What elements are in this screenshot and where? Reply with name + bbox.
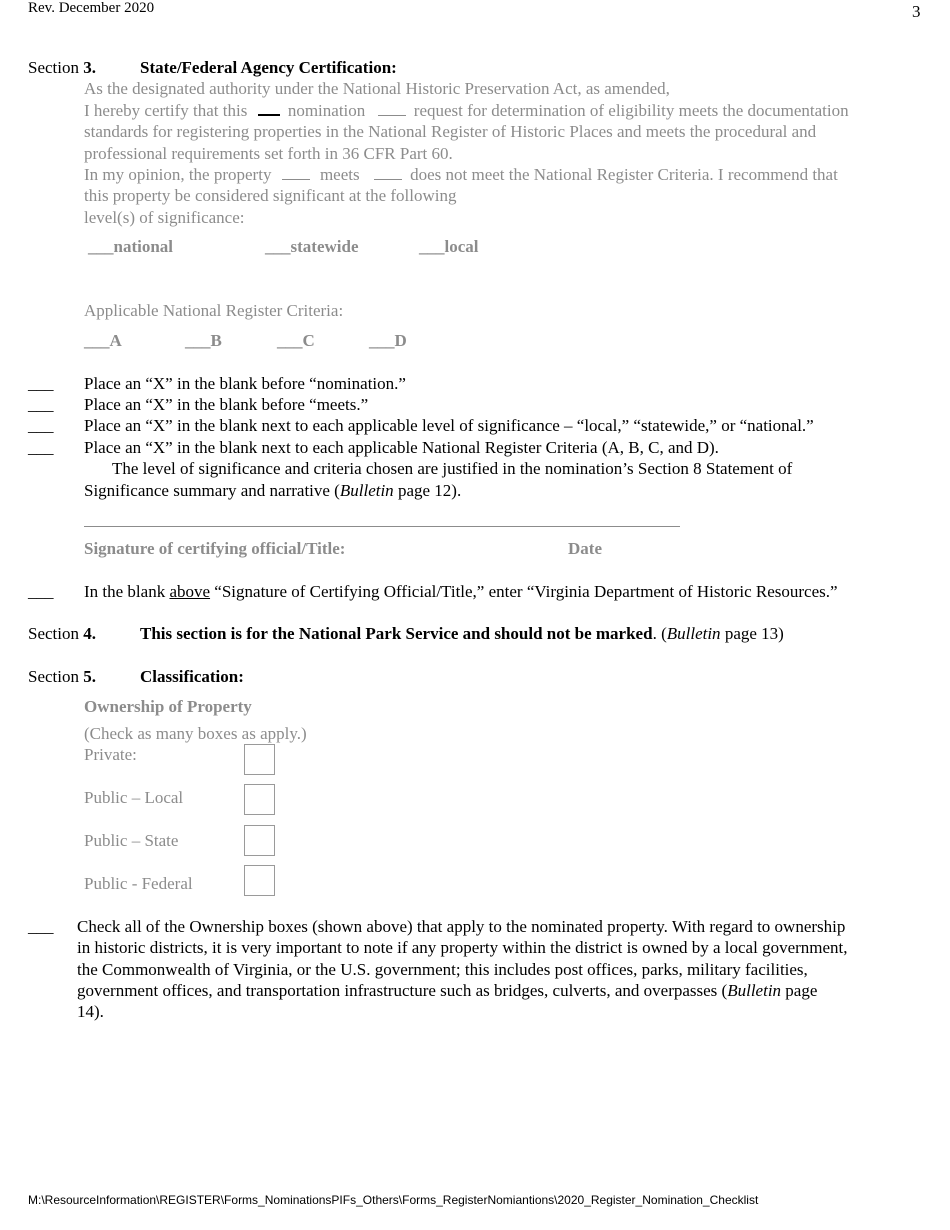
form-line-7: level(s) of significance: — [84, 208, 245, 227]
form-text: nomination — [287, 101, 366, 120]
section-number: 3. — [83, 58, 96, 77]
ownership-public-state-label: Public – State — [84, 831, 179, 850]
section-5-title: Classification: — [140, 667, 244, 686]
section-label: Section — [28, 58, 84, 77]
bulletin-ref: Bulletin — [666, 624, 721, 643]
request-blank[interactable] — [378, 101, 406, 116]
level-national[interactable]: ___national — [88, 237, 174, 256]
signature-line — [84, 526, 680, 527]
justification-text: Significance summary and narrative ( — [84, 481, 340, 500]
form-line-4: professional requirements set forth in 36 CFR Part 60. — [84, 144, 453, 163]
instruction-text: In the blank — [84, 582, 170, 601]
section-4-heading — [28, 623, 96, 644]
bulletin-ref: Bulletin — [727, 981, 782, 1000]
form-line-2 — [84, 100, 849, 121]
checklist-item: Place an “X” in the blank next to each applicable level of significance – “local,” “statewide,” or “national.” — [84, 416, 814, 435]
meets-blank[interactable] — [282, 165, 310, 180]
ownership-public-state-checkbox[interactable] — [244, 825, 275, 856]
ownership-instruction-line-4 — [77, 980, 817, 1001]
section-4-title — [140, 623, 784, 644]
criteria-c[interactable]: ___C — [277, 331, 315, 350]
section-label: Section — [28, 624, 84, 643]
ownership-instruction-line-3: the Commonwealth of Virginia, or the U.S. government; this includes post offices, parks, military facilities, — [77, 960, 808, 979]
criteria-label: Applicable National Register Criteria: — [84, 301, 344, 320]
ownership-public-federal-label: Public - Federal — [84, 874, 193, 893]
section-3-title: State/Federal Agency Certification: — [140, 58, 397, 77]
form-text: meets — [319, 165, 360, 184]
file-path-footer: M:\ResourceInformation\REGISTER\Forms_NominationsPIFs_Others\Forms_RegisterNomiantions\2020_Register_Nomination_Checklist — [28, 1193, 759, 1207]
checklist-item: Place an “X” in the blank before “meets.” — [84, 395, 369, 414]
date-label: Date — [568, 539, 602, 558]
section-number: 5. — [83, 667, 96, 686]
ownership-note: (Check as many boxes as apply.) — [84, 724, 307, 743]
ownership-public-local-label: Public – Local — [84, 788, 184, 807]
instruction-text: above — [169, 582, 211, 601]
checklist-blank[interactable]: ___ — [28, 582, 54, 601]
bulletin-ref: Bulletin — [339, 481, 394, 500]
criteria-b[interactable]: ___B — [185, 331, 222, 350]
form-line-1: As the designated authority under the National Historic Preservation Act, as amended, — [84, 79, 670, 98]
ownership-instruction-line-2: in historic districts, it is very important to note if any property within the district is owned by a local government, — [77, 938, 848, 957]
form-text: I hereby certify that this — [84, 101, 248, 120]
form-text: request for determination of eligibility meets the documentation — [413, 101, 849, 120]
does-not-meet-blank[interactable] — [374, 165, 402, 180]
ownership-public-local-checkbox[interactable] — [244, 784, 275, 815]
checklist-item: Place an “X” in the blank before “nomination.” — [84, 374, 406, 393]
section-3-heading — [28, 57, 96, 78]
criteria-d[interactable]: ___D — [369, 331, 407, 350]
section-text: . ( — [652, 624, 667, 643]
form-line-5 — [84, 164, 838, 185]
checklist-blank[interactable]: ___ — [28, 438, 54, 457]
page-number: 3 — [912, 2, 921, 21]
form-text: In my opinion, the property — [84, 165, 272, 184]
instruction-text: government offices, and transportation infrastructure such as bridges, culverts, and overpasses ( — [77, 981, 728, 1000]
revision-date: Rev. December 2020 — [28, 0, 155, 16]
ownership-public-federal-checkbox[interactable] — [244, 865, 275, 896]
form-text: does not meet the National Register Criteria. I recommend that — [410, 165, 838, 184]
level-statewide[interactable]: ___statewide — [265, 237, 359, 256]
checklist-blank[interactable]: ___ — [28, 416, 54, 435]
section-5-heading — [28, 666, 96, 687]
ownership-instruction-line-5: 14). — [77, 1002, 104, 1021]
checklist-blank[interactable]: ___ — [28, 395, 54, 414]
signature-instruction — [84, 581, 838, 602]
section-label: Section — [28, 667, 84, 686]
ownership-heading: Ownership of Property — [84, 697, 252, 716]
ownership-private-label: Private: — [84, 745, 137, 764]
criteria-a[interactable]: ___A — [84, 331, 122, 350]
form-line-6: this property be considered significant at the following — [84, 186, 457, 205]
checklist-blank[interactable]: ___ — [28, 374, 54, 393]
section-text: page 13) — [720, 624, 784, 643]
ownership-instruction-line-1: Check all of the Ownership boxes (shown above) that apply to the nominated property. With regard to ownership — [77, 917, 846, 936]
section-number: 4. — [83, 624, 96, 643]
nomination-blank[interactable] — [258, 100, 280, 116]
justification-text: page 12). — [393, 481, 462, 500]
ownership-private-checkbox[interactable] — [244, 744, 275, 775]
instruction-text: “Signature of Certifying Official/Title,” enter “Virginia Department of Historic Resources.” — [210, 582, 838, 601]
checklist-blank[interactable]: ___ — [28, 917, 54, 936]
justification-line-2 — [84, 480, 461, 501]
instruction-text: page — [781, 981, 818, 1000]
section-title: This section is for the National Park Service and should not be marked — [140, 624, 653, 643]
justification-line-1: The level of significance and criteria chosen are justified in the nomination’s Section 8 Statement of — [112, 459, 793, 478]
signature-label: Signature of certifying official/Title: — [84, 539, 346, 558]
level-local[interactable]: ___local — [419, 237, 479, 256]
form-line-3: standards for registering properties in the National Register of Historic Places and meets the procedural and — [84, 122, 817, 141]
checklist-item: Place an “X” in the blank next to each applicable National Register Criteria (A, B, C, and D). — [84, 438, 719, 457]
